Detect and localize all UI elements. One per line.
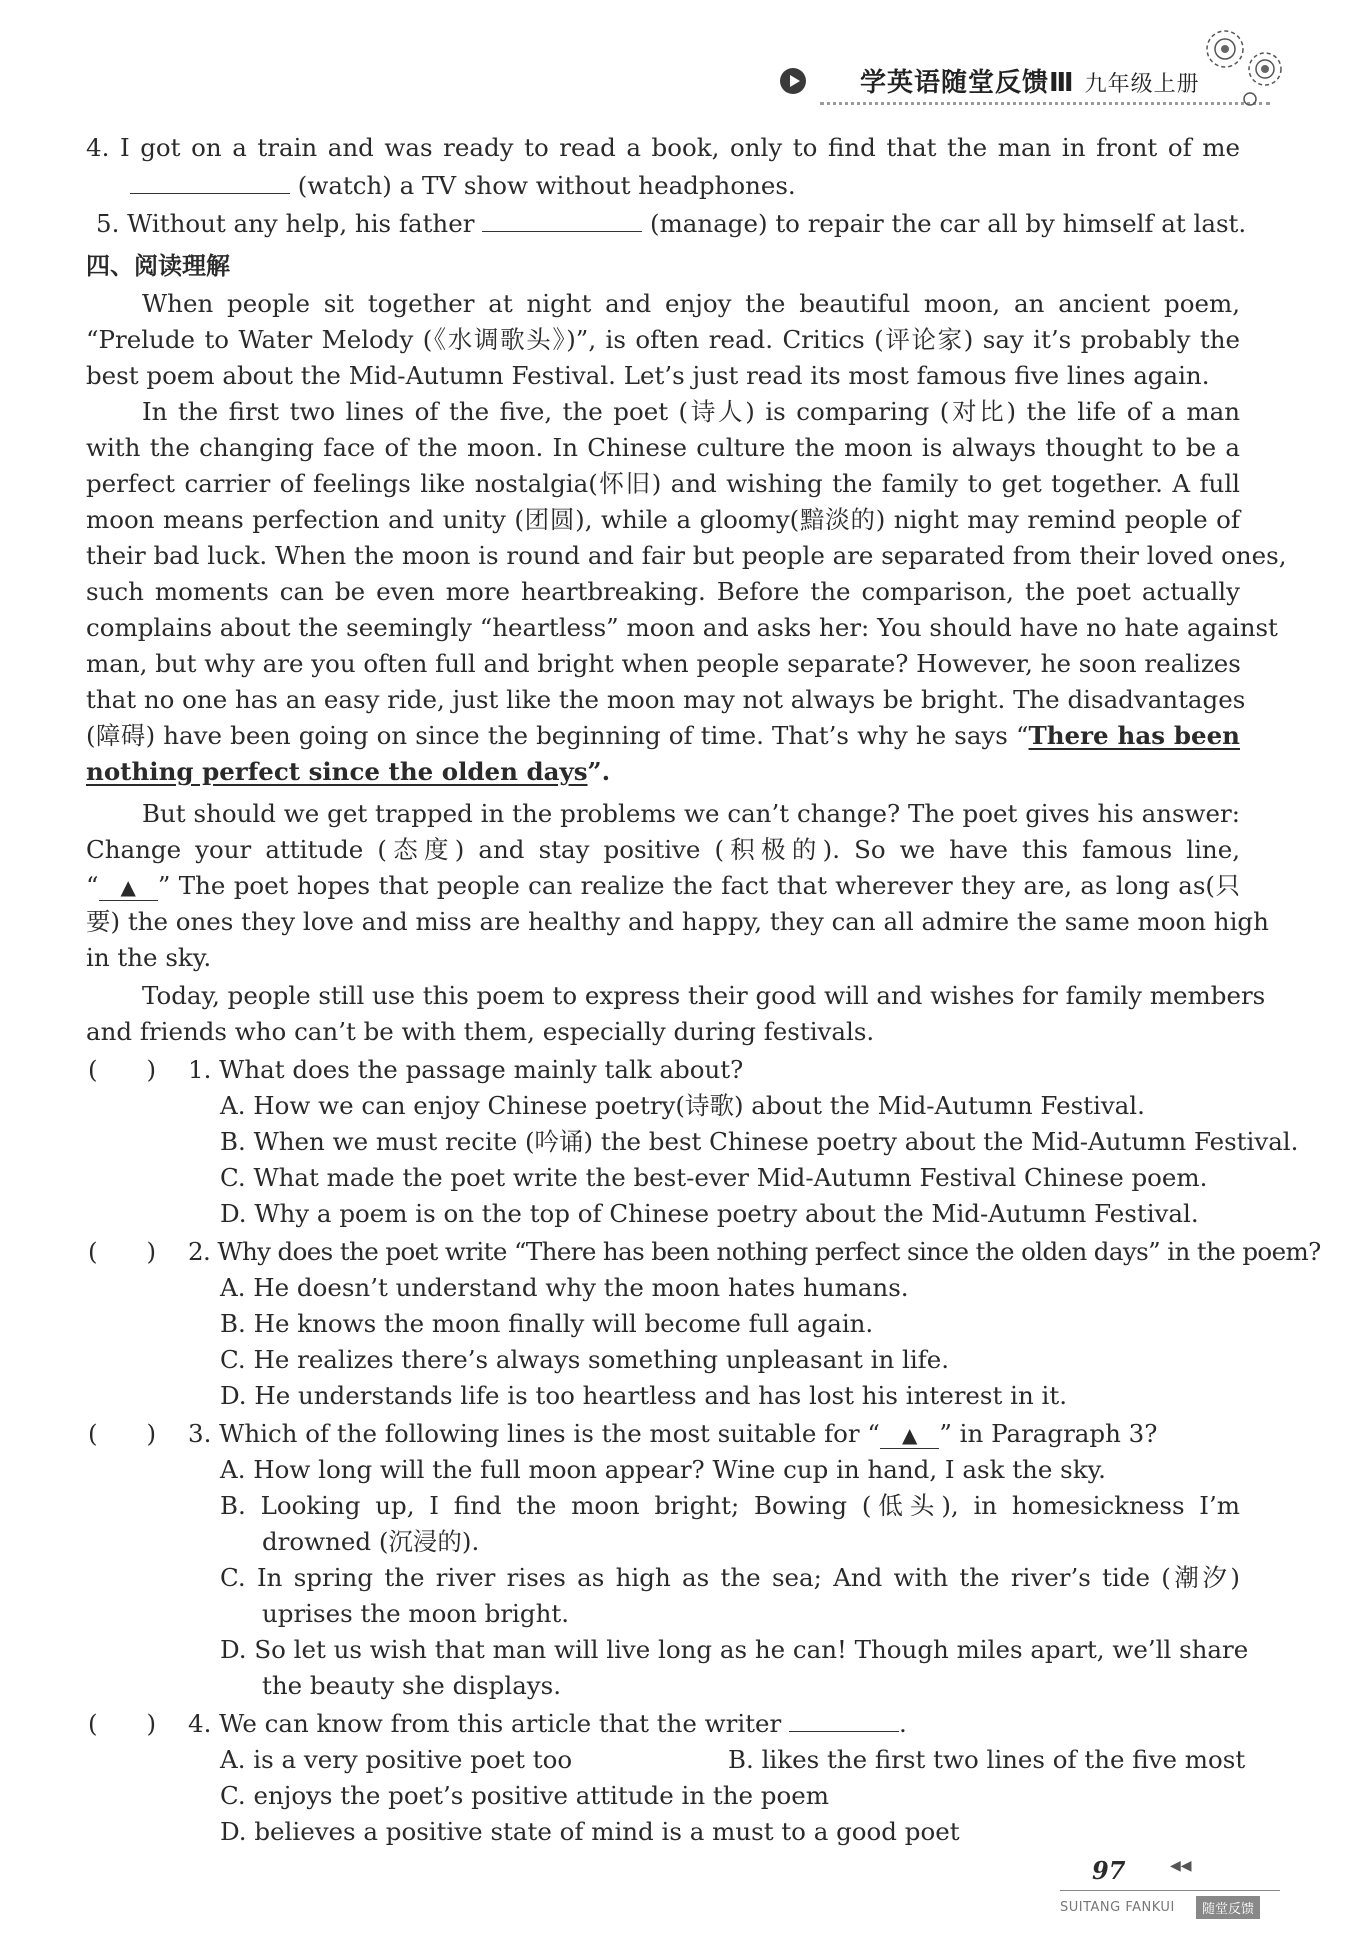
passage-line: that no one has an easy ride, just like the moon may not always be bright. The disadvantages <box>86 685 1246 714</box>
passage-line: their bad luck. When the moon is round and fair but people are separated from their loved ones, <box>86 541 1287 570</box>
option-c[interactable]: C. enjoys the poet’s positive attitude in the poem <box>220 1781 829 1810</box>
option-c[interactable]: C. In spring the river rises as high as the sea; And with the river’s tide (潮汐) <box>220 1563 1240 1592</box>
passage-line <box>86 718 1240 754</box>
passage-line: perfect carrier of feelings like nostalgia(怀旧) and wishing the family to get together. A full <box>86 469 1240 498</box>
option-c[interactable]: C. What made the poet write the best-ever Mid-Autumn Festival Chinese poem. <box>220 1163 1208 1192</box>
passage-text: ”. <box>587 757 611 786</box>
exercise-q5-pre: 5. Without any help, his father <box>96 209 475 238</box>
passage-text: (障碍) have been going on since the beginning of time. That’s why he says “ <box>86 721 1029 750</box>
option-c[interactable]: C. He realizes there’s always something unpleasant in life. <box>220 1345 950 1374</box>
passage-line: man, but why are you often full and bright when people separate? However, he soon realizes <box>86 649 1241 678</box>
passage-line: best poem about the Mid-Autumn Festival. Let’s just read its most famous five lines again. <box>86 361 1210 390</box>
option-b[interactable]: B. When we must recite (吟诵) the best Chinese poetry about the Mid-Autumn Festival. <box>220 1127 1299 1156</box>
option-d-cont: the beauty she displays. <box>262 1671 562 1700</box>
quoted-line-bold: There has been <box>1028 721 1240 750</box>
passage-text: ” The poet hopes that people can realize the fact that wherever they are, as long as(只 <box>157 871 1240 900</box>
quoted-line-bold: nothing perfect since the olden days <box>86 757 588 786</box>
answer-bracket[interactable]: ( ) <box>88 1237 157 1266</box>
option-b[interactable]: B. He knows the moon finally will become full again. <box>220 1309 874 1338</box>
passage-line: “Prelude to Water Melody (《水调歌头》)”, is often read. Critics (评论家) say it’s probably the <box>86 325 1240 354</box>
section-title: 四、阅读理解 <box>86 252 230 280</box>
footer-brand: SUITANG FANKUI <box>1060 1900 1175 1915</box>
passage-line: moon means perfection and unity (团圆), while a gloomy(黯淡的) night may remind people of <box>86 505 1240 534</box>
option-d[interactable]: D. So let us wish that man will live long as he can! Though miles apart, we’ll share <box>220 1635 1249 1664</box>
triangle-blank-icon[interactable]: ▲ <box>99 874 158 901</box>
answer-blank[interactable] <box>130 171 290 194</box>
question-stem-text: 4. We can know from this article that the writer <box>188 1709 782 1738</box>
passage-line: in the sky. <box>86 943 212 972</box>
question-stem <box>188 1416 1240 1452</box>
page-header <box>780 52 1300 112</box>
question-stem-text: ” in Paragraph 3? <box>939 1419 1158 1448</box>
passage-line: But should we get trapped in the problems we can’t change? The poet gives his answer: <box>142 799 1240 828</box>
option-a[interactable]: A. He doesn’t understand why the moon hates humans. <box>220 1273 909 1302</box>
question-stem-text: 3. Which of the following lines is the most suitable for “ <box>188 1419 880 1448</box>
exercise-q5-post: (manage) to repair the car all by himself at last. <box>650 209 1247 238</box>
passage-line: Change your attitude (态度) and stay positive (积极的). So we have this famous line, <box>86 835 1240 864</box>
answer-blank[interactable] <box>482 209 642 232</box>
header-title <box>860 62 1200 99</box>
option-a[interactable]: A. How we can enjoy Chinese poetry(诗歌) about the Mid-Autumn Festival. <box>220 1091 1145 1120</box>
passage-line: such moments can be even more heartbreaking. Before the comparison, the poet actually <box>86 577 1240 606</box>
option-b-cont: drowned (沉浸的). <box>262 1527 480 1556</box>
passage-line: Today, people still use this poem to express their good will and wishes for family members <box>142 981 1266 1010</box>
exercise-q4-text: (watch) a TV show without headphones. <box>297 171 796 200</box>
passage-line: 要) the ones they love and miss are healthy and happy, they can all admire the same moon high <box>86 907 1269 936</box>
option-d[interactable]: D. believes a positive state of mind is a must to a good poet <box>220 1817 960 1846</box>
question-stem: 1. What does the passage mainly talk about? <box>188 1055 744 1084</box>
answer-bracket[interactable]: ( ) <box>88 1419 157 1448</box>
header-subtitle: 九年级上册 <box>1084 72 1200 97</box>
option-c-cont: uprises the moon bright. <box>262 1599 569 1628</box>
option-d[interactable]: D. He understands life is too heartless and has lost his interest in it. <box>220 1381 1067 1410</box>
option-b[interactable]: B. Looking up, I find the moon bright; Bowing (低头), in homesickness I’m <box>220 1491 1240 1520</box>
passage-line: When people sit together at night and enjoy the beautiful moon, an ancient poem, <box>142 289 1240 318</box>
passage-line: complains about the seemingly “heartless” moon and asks her: You should have no hate against <box>86 613 1278 642</box>
option-b[interactable]: B. likes the first two lines of the five most <box>728 1745 1246 1774</box>
header-title-text: 学英语随堂反馈Ⅲ <box>860 68 1075 98</box>
option-a[interactable]: A. is a very positive poet too <box>220 1745 573 1774</box>
triangle-blank-icon: ▲ <box>880 1422 939 1449</box>
passage-line <box>86 754 1240 790</box>
answer-bracket[interactable]: ( ) <box>88 1709 157 1738</box>
page-number: 97 <box>1092 1856 1126 1885</box>
passage-line: In the first two lines of the five, the poet (诗人) is comparing (对比) the life of a man <box>142 397 1240 426</box>
passage-text: “ <box>86 871 99 900</box>
option-a[interactable]: A. How long will the full moon appear? Wine cup in hand, I ask the sky. <box>220 1455 1106 1484</box>
answer-blank[interactable] <box>789 1709 899 1732</box>
question-stem: 2. Why does the poet write “There has been nothing perfect since the olden days” in the poem? <box>188 1237 1321 1266</box>
passage-line: with the changing face of the moon. In Chinese culture the moon is always thought to be a <box>86 433 1240 462</box>
footer-rule <box>1060 1890 1280 1891</box>
option-d[interactable]: D. Why a poem is on the top of Chinese poetry about the Mid-Autumn Festival. <box>220 1199 1199 1228</box>
passage-line <box>86 868 1240 904</box>
flower-decoration-icon <box>1190 14 1300 114</box>
question-stem <box>188 1706 1240 1742</box>
play-icon <box>780 68 806 94</box>
passage-line: and friends who can’t be with them, especially during festivals. <box>86 1017 875 1046</box>
question-stem-text: . <box>899 1709 907 1738</box>
exercise-q5-line <box>96 206 1247 242</box>
answer-bracket[interactable]: ( ) <box>88 1055 157 1084</box>
footer-tag: 随堂反馈 <box>1196 1896 1260 1919</box>
exercise-q4-line1: 4. I got on a train and was ready to read a book, only to find that the man in front of me <box>86 133 1240 162</box>
double-arrow-icon: ◀◀ <box>1170 1858 1192 1874</box>
exercise-q4-line2 <box>130 168 1240 204</box>
